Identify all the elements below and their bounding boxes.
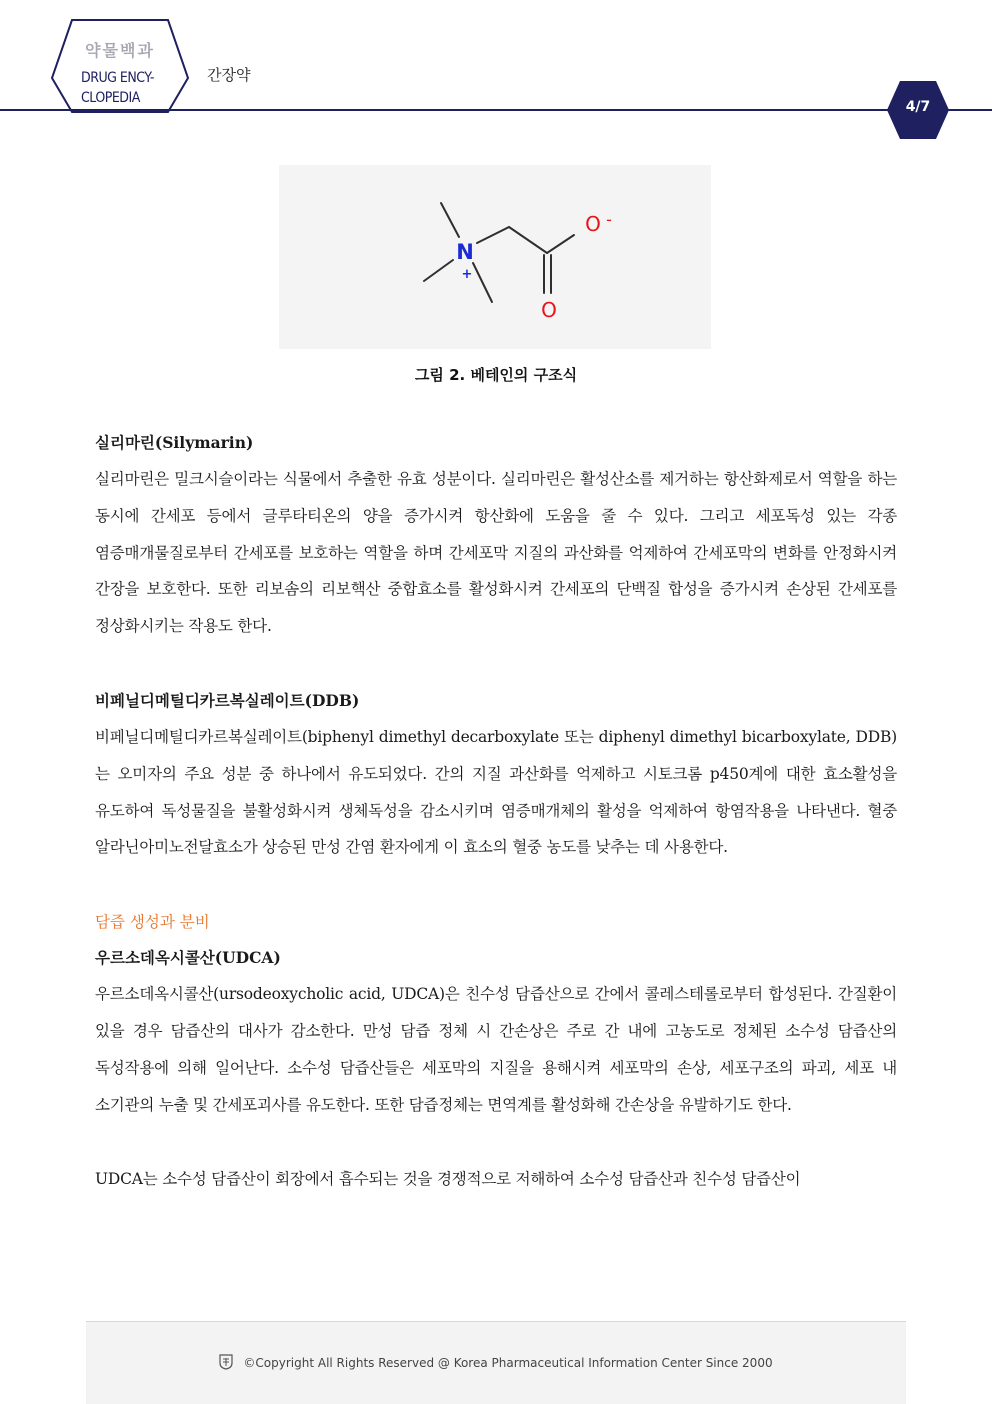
carbonyl-oxygen-atom: O <box>541 298 557 322</box>
bond-methyl-top <box>441 203 459 237</box>
copyright-text: ©Copyright All Rights Reserved @ Korea Pharmaceutical Information Center Since 2000 <box>243 1356 773 1370</box>
bond-methyl-bottom <box>473 263 492 302</box>
paragraph-ddb: 비페닐디메틸디카르복실레이트(biphenyl dimethyl decarboxylate 또는 diphenyl dimethyl bicarboxylate, DDB)는 오미자의 주요 성분 중 하나에서 유도되었다. 간의 지질 과산화를 억제하고 시토크롬 p450계에 대한 효소활성을 유도하여 독성물질을 불활성화시켜 생체독성을 감소시키며 염증매개체의 활성을 억제하여 항염작용을 나타낸다. 혈중 알라닌아미노전달효소가 상승된 만성 간염 환자에게 이 효소의 혈중 농도를 낮추는 데 사용한다. <box>95 727 897 857</box>
bond-methyl-left <box>424 260 453 281</box>
section-heading-udca: 우르소데옥시콜산(UDCA) <box>95 948 281 968</box>
betaine-structure-diagram <box>279 165 711 349</box>
bond-c-o-single <box>547 235 574 253</box>
main-content <box>95 425 897 1198</box>
negative-charge: - <box>606 210 612 229</box>
logo-english-line2: CLOPEDIA <box>81 90 140 106</box>
positive-charge: + <box>461 267 473 282</box>
figure-caption: 그림 2. 베테인의 구조식 <box>414 366 578 384</box>
bond-ch2-c <box>509 227 547 253</box>
paragraph-udca: 우르소데옥시콜산(ursodeoxycholic acid, UDCA)은 친수성 담즙산으로 간에서 콜레스테롤로부터 합성된다. 간질환이 있을 경우 담즙산의 대사가 감소한다. 만성 담즙 정체 시 간손상은 주로 간 내에 고농도로 정체된 소수성 담즙산의 독성작용에 의해 일어난다. 소수성 담즙산들은 세포막의 지질을 용해시켜 세포막의 손상, 세포구조의 파괴, 세포 내 소기관의 누출 및 간세포괴사를 유도한다. 또한 담즙정체는 면역계를 활성화해 간손상을 유발하기도 한다. <box>95 985 897 1114</box>
logo-english-line1: DRUG ENCY- <box>81 70 154 86</box>
paragraph-udca-continued: UDCA는 소수성 담즙산이 회장에서 흡수되는 것을 경쟁적으로 저해하여 소수성 담즙산과 친수성 담즙산이 <box>95 1170 801 1189</box>
page-header <box>0 0 992 150</box>
logo-korean-text: 약물백과 <box>85 41 155 60</box>
oxygen-anion-atom: O <box>585 212 601 236</box>
section-heading-ddb: 비페닐디메틸디카르복실레이트(DDB) <box>95 690 360 710</box>
betaine-structure-figure <box>279 165 711 349</box>
drug-encyclopedia-logo[interactable] <box>50 18 190 114</box>
category-label: 간장약 <box>207 66 251 84</box>
paragraph-silymarin: 실리마린은 밀크시슬이라는 식물에서 추출한 유효 성분이다. 실리마린은 활성산소를 제거하는 항산화제로서 역할을 하는 동시에 간세포 등에서 글루타티온의 양을 증가시켜 항산화에 도움을 줄 수 있다. 그리고 세포독성 있는 각종 염증매개물질로부터 간세포를 보호하는 역할을 하며 간세포막 지질의 과산화를 억제하여 간세포막의 변화를 안정화시켜 간장을 보호한다. 또한 리보솜의 리보핵산 중합효소를 활성화시켜 간세포의 단백질 합성을 증가시켜 손상된 간세포를 정상화시키는 작용도 한다. <box>95 470 897 636</box>
bond-n-ch2 <box>477 227 509 243</box>
kpic-emblem-icon <box>219 1354 233 1370</box>
page-number-badge <box>886 80 950 140</box>
copyright-line <box>86 1354 906 1370</box>
header-divider <box>0 109 992 111</box>
section-heading-silymarin: 실리마린(Silymarin) <box>95 433 254 452</box>
nitrogen-atom: N <box>456 240 474 264</box>
subcategory-heading-bile: 담즙 생성과 분비 <box>95 913 210 932</box>
page-footer <box>86 1321 906 1404</box>
logo-english-text <box>81 68 154 108</box>
page-number: 4/7 <box>905 99 931 115</box>
